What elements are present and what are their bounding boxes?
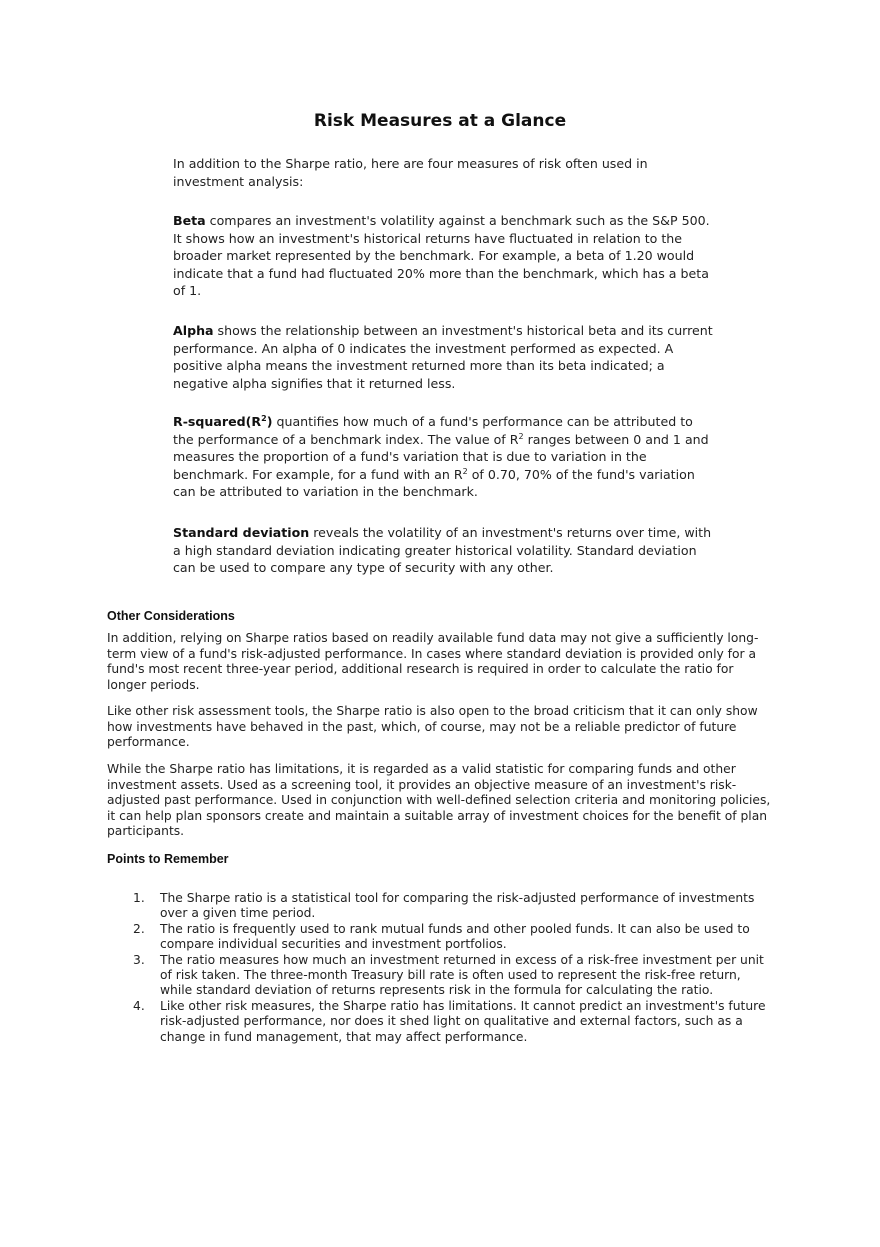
- beta-description: compares an investment's volatility against a benchmark such as the S&P 500. It shows how an investment's historical returns have fluctuated in relation to the broader market represented by the benchmark. For example, a beta of 1.20 would indicate that a fund had fluctuated 20% more than the benchmark, which has a beta of 1.: [173, 213, 710, 298]
- beta-section: [173, 212, 713, 300]
- points-heading: Points to Remember: [107, 852, 229, 866]
- beta-term: Beta: [173, 213, 206, 228]
- list-item-text: Like other risk measures, the Sharpe ratio has limitations. It cannot predict an investment's future risk-adjusted performance, nor does it shed light on qualitative and external factors, such as a change in fund management, that may affect performance.: [160, 998, 766, 1044]
- rsquared-superscript: 2: [462, 466, 468, 476]
- rsquared-paragraph: [173, 413, 713, 501]
- alpha-section: [173, 322, 713, 392]
- list-item: [107, 891, 775, 922]
- considerations-paragraph-3: While the Sharpe ratio has limitations, it is regarded as a valid statistic for comparing funds and other investment assets. Used as a screening tool, it provides an objective measure of an investment's risk-adjusted past performance. Used in conjunction with well-defined selection criteria and monitoring policies, it can help plan sponsors create and maintain a suitable array of investment choices for the benefit of plan participants.: [107, 762, 771, 838]
- alpha-description: shows the relationship between an investment's historical beta and its current performance. An alpha of 0 indicates the investment performed as expected. A positive alpha means the investment returned more than its beta indicated; a negative alpha signifies that it returned less.: [173, 323, 713, 391]
- intro-paragraph: [173, 155, 713, 190]
- stddev-paragraph: [173, 524, 713, 577]
- list-item-text: The Sharpe ratio is a statistical tool for comparing the risk-adjusted performance of investments over a given time period.: [160, 891, 755, 921]
- beta-paragraph: [173, 212, 713, 300]
- rsquared-description-part-3: of 0.70, 70% of the fund's variation can be attributed to variation in the benchmark.: [173, 466, 695, 499]
- page-title: Risk Measures at a Glance: [313, 111, 567, 131]
- considerations-paragraph-2: Like other risk assessment tools, the Sharpe ratio is also open to the broad criticism that it can only show how investments have behaved in the past, which, of course, may not be a reliable predictor of future performance.: [107, 704, 758, 749]
- rsquared-superscript: 2: [518, 431, 524, 441]
- list-item-number: 2.: [133, 921, 145, 936]
- intro-text: In addition to the Sharpe ratio, here are four measures of risk often used in investment analysis:: [173, 156, 648, 189]
- list-item-text: The ratio measures how much an investment returned in excess of a risk-free investment per unit of risk taken. The three-month Treasury bill rate is often used to represent the risk-free return, while standard deviation of returns represents risk in the formula for calculating the ratio.: [160, 952, 764, 998]
- other-considerations-heading: Other Considerations: [107, 609, 235, 623]
- points-list: [107, 891, 775, 1045]
- rsquared-term: [173, 414, 272, 429]
- list-item: [107, 922, 775, 953]
- list-item: [107, 953, 775, 999]
- alpha-paragraph: [173, 322, 713, 392]
- stddev-description: reveals the volatility of an investment's returns over time, with a high standard deviation indicating greater historical volatility. Standard deviation can be used to compare any type of security with any other.: [173, 525, 712, 575]
- considerations-paragraph-1: In addition, relying on Sharpe ratios based on readily available fund data may not give a sufficiently long-term view of a fund's risk-adjusted performance. In cases where standard deviation is provided only for a fund's most recent three-year period, additional research is required in order to calculate the ratio for longer periods.: [107, 631, 759, 692]
- list-item-number: 3.: [133, 952, 145, 967]
- rsquared-description-part-2: ranges between 0 and 1 and measures the proportion of a fund's variation that is due to variation in the benchmark. For example, for a fund with an R: [173, 431, 709, 482]
- stddev-section: [173, 524, 713, 577]
- stddev-term: Standard deviation: [173, 525, 310, 540]
- list-item-number: 1.: [133, 891, 145, 905]
- list-item-number: 4.: [133, 998, 145, 1013]
- rsquared-description-part-1: quantifies how much of a fund's performance can be attributed to the performance of a benchmark index. The value of R: [173, 414, 693, 447]
- rsquared-section: [173, 413, 713, 501]
- rsquared-term-close: ): [266, 414, 273, 429]
- list-item-text: The ratio is frequently used to rank mutual funds and other pooled funds. It can also be used to compare individual securities and investment portfolios.: [160, 921, 750, 952]
- rsquared-term-superscript: 2: [261, 413, 267, 423]
- list-item: [107, 999, 775, 1045]
- alpha-term: Alpha: [173, 323, 214, 338]
- rsquared-term-text: R-squared(R: [173, 414, 262, 429]
